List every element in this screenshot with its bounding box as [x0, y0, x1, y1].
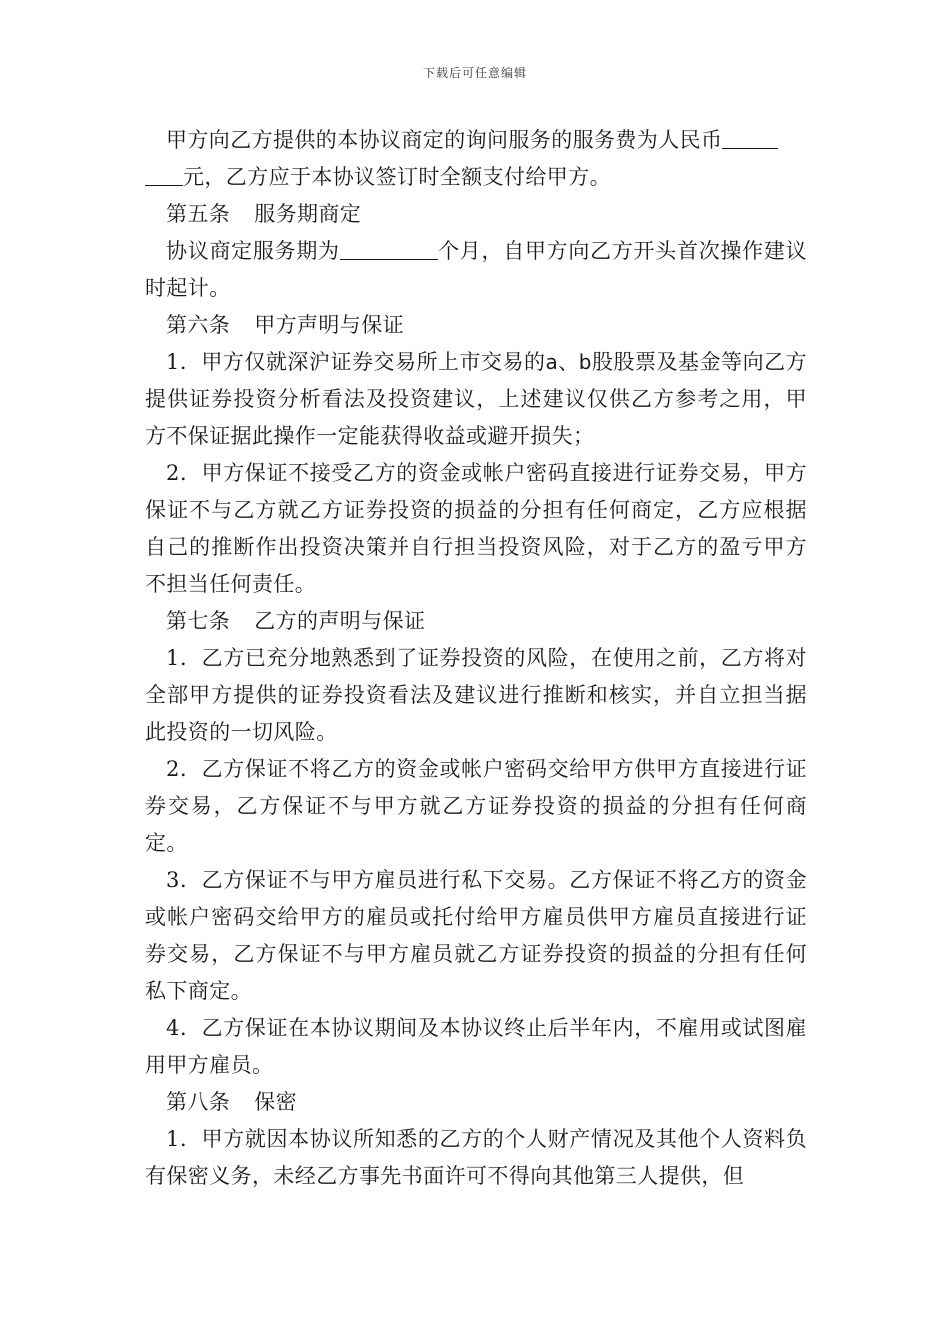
fee-paragraph: [145, 122, 807, 196]
service-period-text-end: 个月，自甲方向乙方开头首次操作建议时起计。: [145, 239, 807, 300]
article-6-clause-1: [145, 344, 807, 455]
article-8-clause-1: [145, 1121, 807, 1195]
article-5-title: 服务期商定: [254, 202, 362, 226]
article-7-clause-1: [145, 640, 807, 751]
header-note: 下载后可任意编辑: [422, 66, 527, 80]
article-8-heading: [145, 1084, 807, 1121]
article-6-number: 第六条: [166, 313, 231, 337]
service-period-text-start: 协议商定服务期为: [166, 239, 340, 263]
article-7-clause-3: [145, 862, 807, 1010]
service-period-paragraph: [145, 233, 807, 307]
article-7-title: 乙方的声明与保证: [254, 609, 426, 633]
clause-text: 甲方仅就深沪证券交易所上市交易的: [201, 350, 546, 374]
fee-text-end: 元，乙方应于本协议签订时全额支付给甲方。: [183, 165, 611, 189]
fee-amount-blank-continued[interactable]: [145, 165, 183, 186]
clause-number: 3．: [166, 868, 202, 892]
article-7-number: 第七条: [166, 609, 231, 633]
article-7-clause-2: [145, 751, 807, 862]
article-7-heading: [145, 603, 807, 640]
clause-number: 1．: [166, 646, 202, 670]
article-8-number: 第八条: [166, 1090, 231, 1114]
clause-number: 1．: [166, 350, 202, 374]
clause-text: 乙方保证在本协议期间及本协议终止后半年内，不雇用或试图雇用甲方雇员。: [145, 1016, 807, 1077]
clause-text: 乙方已充分地熟悉到了证券投资的风险，在使用之前，乙方将对全部甲方提供的证券投资看法及建议进行推断和核实，并自立担当据此投资的一切风险。: [145, 646, 807, 744]
service-period-blank[interactable]: [340, 239, 438, 260]
clause-number: 4．: [166, 1016, 202, 1040]
article-6-title: 甲方声明与保证: [254, 313, 405, 337]
article-6-clause-2: [145, 455, 807, 603]
article-5-heading: [145, 196, 807, 233]
article-5-number: 第五条: [166, 202, 231, 226]
document-body: [145, 122, 807, 1195]
clause-text-continued: 股股票及基金等向乙方提供证券投资分析看法及投资建议，上述建议仅供乙方参考之用，甲方不保证据此操作一定能获得收益或避开损失；: [145, 350, 807, 448]
clause-text: 甲方保证不接受乙方的资金或帐户密码直接进行证券交易，甲方保证不与乙方就乙方证券投资的损益的分担有任何商定，乙方应根据自己的推断作出投资决策并自行担当投资风险，对于乙方的盈亏甲方不担当任何责任。: [145, 461, 807, 596]
clause-number: 1．: [166, 1127, 202, 1151]
fee-text-start: 甲方向乙方提供的本协议商定的询问服务的服务费为人民币: [166, 128, 723, 152]
article-8-title: 保密: [254, 1090, 298, 1114]
clause-text: 乙方保证不与甲方雇员进行私下交易。乙方保证不将乙方的资金或帐户密码交给甲方的雇员或托付给甲方雇员供甲方雇员直接进行证券交易，乙方保证不与甲方雇员就乙方证券投资的损益的分担有任何私下商定。: [145, 868, 807, 1003]
clause-number: 2．: [166, 461, 202, 485]
fee-amount-blank[interactable]: [722, 128, 778, 149]
article-6-heading: [145, 307, 807, 344]
clause-text: 乙方保证不将乙方的资金或帐户密码交给甲方供甲方直接进行证券交易，乙方保证不与甲方就乙方证券投资的损益的分担有任何商定。: [145, 757, 807, 855]
clause-text: 甲方就因本协议所知悉的乙方的个人财产情况及其他个人资料负有保密义务，未经乙方事先书面许可不得向其他第三人提供，但: [145, 1127, 807, 1188]
clause-number: 2．: [166, 757, 202, 781]
share-class-text: a、b: [545, 350, 592, 374]
article-7-clause-4: [145, 1010, 807, 1084]
